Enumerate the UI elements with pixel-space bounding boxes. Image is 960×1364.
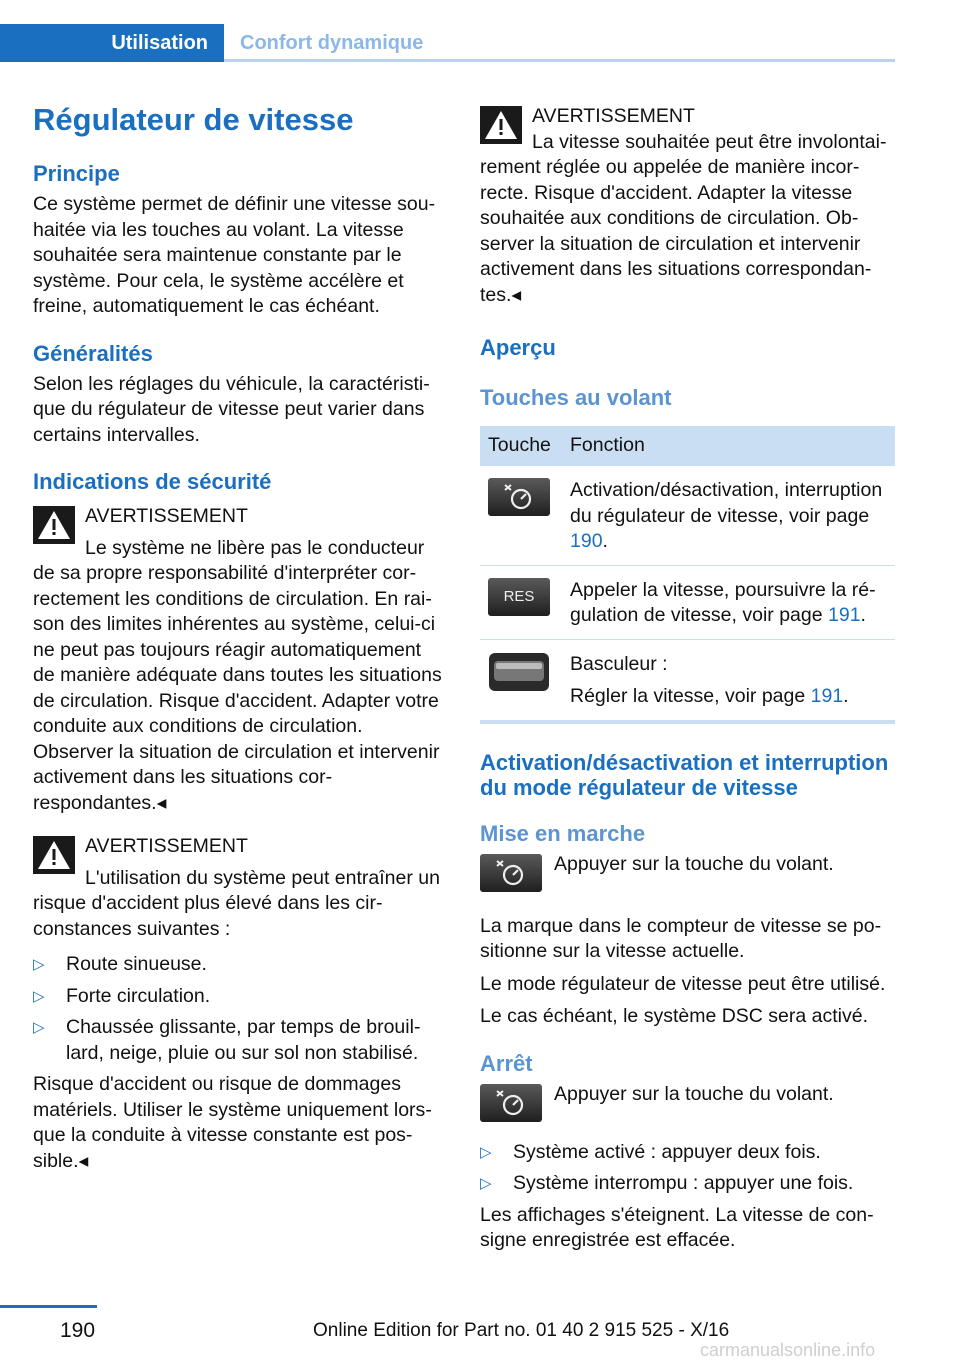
footer-rule: [0, 1305, 97, 1308]
warning-triangle-icon: [33, 836, 75, 874]
warning-text: Le système ne libère pas le conducteur de sa propre responsabilité d'interpréter correctement les conditions de circulation. En raison des limites inhérentes au système, celui-ci ne peut pas toujours réagir automatiquement de manière adéquate dans toutes les situations de circulation. Risque d'accident. Adapter votre conduite aux conditions de circulation. Observer la situation de circulation et intervenir activement dans les situations correspondantes.◂: [33, 536, 442, 814]
securite-heading: Indications de sécurité: [33, 469, 272, 494]
warning-text: L'utilisation du système peut entraîner un risque d'accident plus élevé dans les circonstances suivantes :: [33, 866, 440, 940]
tab-utilisation[interactable]: Utilisation: [0, 24, 224, 62]
arret-heading: Arrêt: [480, 1050, 533, 1076]
watermark: carmanualsonline.info: [700, 1340, 876, 1360]
warning-triangle-icon: [33, 506, 75, 544]
table-row: Activation/désactivation, interruption du régulateur de vitesse, voir page 190.: [480, 466, 895, 565]
table-row: Basculeur : Régler la vitesse, voir page 191.: [480, 639, 895, 722]
marche-instruction: Appuyer sur la touche du volant.: [480, 852, 895, 892]
page-ref-link[interactable]: 191: [810, 685, 844, 707]
page-ref-link[interactable]: 191: [828, 604, 861, 626]
page-title: Régulateur de vitesse: [33, 102, 354, 137]
warning-conclusion: Risque d'accident ou risque de dommages matériels. Utiliser le système uniquement lorsque la conduite à vitesse constante est possible.◂: [33, 1073, 432, 1172]
bullet-triangle-icon: ▷: [33, 956, 45, 973]
list-item: ▷ Forte circulation.: [33, 984, 447, 1010]
warning-triangle-icon: [480, 106, 522, 144]
activation-heading: Activation/désactivation et interruption du mode régulateur de vitesse: [480, 749, 889, 800]
warning-block: [33, 834, 447, 942]
list-item: ▷ Route sinueuse.: [33, 952, 447, 978]
principe-heading: Principe: [33, 161, 120, 186]
warning-label: AVERTISSEMENT: [85, 835, 248, 857]
bullet-triangle-icon: ▷: [33, 1019, 45, 1036]
list-item: ▷ Système interrompu : appuyer une fois.: [480, 1171, 895, 1197]
marche-text: La marque dans le compteur de vitesse se positionne sur la vitesse actuelle.: [480, 914, 882, 962]
warning-block: [480, 104, 895, 308]
page-ref-link[interactable]: 190: [570, 530, 603, 552]
marche-heading: Mise en marche: [480, 820, 646, 846]
arret-list: [480, 1140, 895, 1197]
right-column: [480, 100, 895, 1254]
edition-note: Online Edition for Part no. 01 40 2 915 525 - X/16: [313, 1320, 730, 1341]
warning-label: AVERTISSEMENT: [85, 505, 248, 527]
warning-block: [33, 504, 447, 816]
bullet-triangle-icon: ▷: [480, 1175, 492, 1192]
marche-text: Le mode régulateur de vitesse peut être utilisé.: [480, 972, 886, 995]
tab-confort-dynamique[interactable]: Confort dynamique: [224, 24, 895, 62]
cruise-control-icon: [480, 854, 542, 892]
cruise-control-icon: [488, 478, 550, 516]
left-column: [33, 100, 447, 1174]
table-header-touche: Touche: [480, 426, 562, 466]
bullet-triangle-icon: ▷: [33, 987, 45, 1005]
rocker-switch-icon: [488, 652, 550, 692]
warning-label: AVERTISSEMENT: [532, 105, 695, 127]
table-row: RES Appeler la vitesse, poursuivre la régulation de vitesse, voir page 191.: [480, 565, 895, 639]
apercu-heading: Aperçu: [480, 335, 556, 360]
bullet-triangle-icon: ▷: [480, 1143, 492, 1161]
page-number: 190: [60, 1319, 96, 1342]
keys-table: [480, 426, 895, 724]
arret-instruction: Appuyer sur la touche du volant.: [480, 1082, 895, 1122]
principe-text: Ce système permet de définir une vitesse souhaitée via les touches au volant. La vitesse souhaitée sera maintenue constante par le système. Pour cela, le système accélère et freine, automatiquement le cas échéant.: [33, 193, 436, 317]
conditions-list: [33, 952, 447, 1066]
warning-text: La vitesse souhaitée peut être involontairement réglée ou appelée de manière incorrecte. Risque d'accident. Adapter la vitesse souhaitée aux conditions de circulation. Observer la situation de circulation et intervenir activement dans les situations correspondantes.◂: [480, 130, 887, 306]
marche-text: Le cas échéant, le système DSC sera activé.: [480, 1005, 869, 1027]
res-icon: RES: [488, 578, 550, 616]
arret-text: Les affichages s'éteignent. La vitesse de consigne enregistrée est effacée.: [480, 1203, 874, 1251]
list-item: ▷ Chaussée glissante, par temps de brouillard, neige, pluie ou sur sol non stabilisé.: [33, 1016, 421, 1064]
generalites-heading: Généralités: [33, 340, 153, 366]
list-item: ▷ Système activé : appuyer deux fois.: [480, 1140, 895, 1166]
cruise-control-icon: [480, 1084, 542, 1122]
touches-heading: Touches au volant: [480, 385, 672, 410]
generalites-text: Selon les réglages du véhicule, la caractéristique du régulateur de vitesse peut varier dans certains intervalles.: [33, 372, 430, 446]
table-header-fonction: Fonction: [562, 426, 895, 466]
